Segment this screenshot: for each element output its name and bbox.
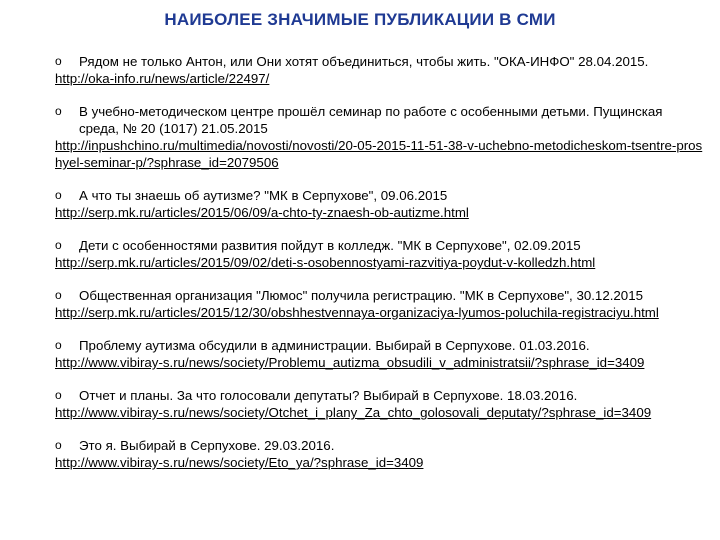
publication-link[interactable]: http://www.vibiray-s.ru/news/society/Eto_ya/?sphrase_id=3409	[55, 455, 424, 470]
bullet-icon: o	[55, 338, 62, 352]
publication-title: Отчет и планы. За что голосовали депутаты? Выбирай в Серпухове. 18.03.2016.	[79, 388, 578, 403]
publication-title: Общественная организация "Люмос" получила регистрацию. "МК в Серпухове", 30.12.2015	[79, 288, 643, 303]
list-item	[55, 387, 705, 421]
publication-link[interactable]: http://serp.mk.ru/articles/2015/12/30/obshhestvennaya-organizaciya-lyumos-poluchila-registraciyu.html	[55, 305, 659, 320]
publication-link[interactable]: http://inpushchino.ru/multimedia/novosti/novosti/20-05-2015-11-51-38-v-uchebno-metodicheskom-tsentre-proshyel-seminar-p/?sphrase_id=2079506	[55, 138, 703, 170]
list-item	[55, 187, 705, 221]
bullet-icon: o	[55, 104, 62, 118]
publication-link[interactable]: http://oka-info.ru/news/article/22497/	[55, 71, 270, 86]
publication-title: Проблему аутизма обсудили в администрации. Выбирай в Серпухове. 01.03.2016.	[79, 338, 590, 353]
publication-title: Рядом не только Антон, или Они хотят объединиться, чтобы жить. "ОКА-ИНФО" 28.04.2015.	[79, 54, 649, 69]
list-item	[55, 287, 705, 321]
publication-list	[55, 53, 705, 487]
publication-title: А что ты знаешь об аутизме? "МК в Серпухове", 09.06.2015	[79, 188, 448, 203]
list-item	[55, 437, 705, 471]
page-title: НАИБОЛЕЕ ЗНАЧИМЫЕ ПУБЛИКАЦИИ В СМИ	[164, 10, 556, 29]
bullet-icon: o	[55, 188, 62, 202]
bullet-icon: o	[55, 288, 62, 302]
publication-title: Это я. Выбирай в Серпухове. 29.03.2016.	[79, 438, 335, 453]
list-item	[55, 237, 705, 271]
publication-link[interactable]: http://www.vibiray-s.ru/news/society/Otchet_i_plany_Za_chto_golosovali_deputaty/?sphrase_id=3409	[55, 405, 652, 420]
list-item	[55, 103, 705, 171]
bullet-icon: o	[55, 238, 62, 252]
list-item	[55, 53, 705, 87]
bullet-icon: o	[55, 54, 62, 68]
publication-link[interactable]: http://serp.mk.ru/articles/2015/09/02/deti-s-osobennostyami-razvitiya-poydut-v-kolledzh.html	[55, 255, 596, 270]
publication-link[interactable]: http://serp.mk.ru/articles/2015/06/09/a-chto-ty-znaesh-ob-autizme.html	[55, 205, 469, 220]
publication-title: В учебно-методическом центре прошёл семинар по работе с особенными детьми. Пущинская среда, № 20 (1017) 21.05.2015	[79, 104, 663, 136]
publication-title: Дети с особенностями развития пойдут в колледж. "МК в Серпухове", 02.09.2015	[79, 238, 581, 253]
list-item	[55, 337, 705, 371]
bullet-icon: o	[55, 438, 62, 452]
bullet-icon: o	[55, 388, 62, 402]
publication-link[interactable]: http://www.vibiray-s.ru/news/society/Problemu_autizma_obsudili_v_administratsii/?sphrase_id=3409	[55, 355, 645, 370]
